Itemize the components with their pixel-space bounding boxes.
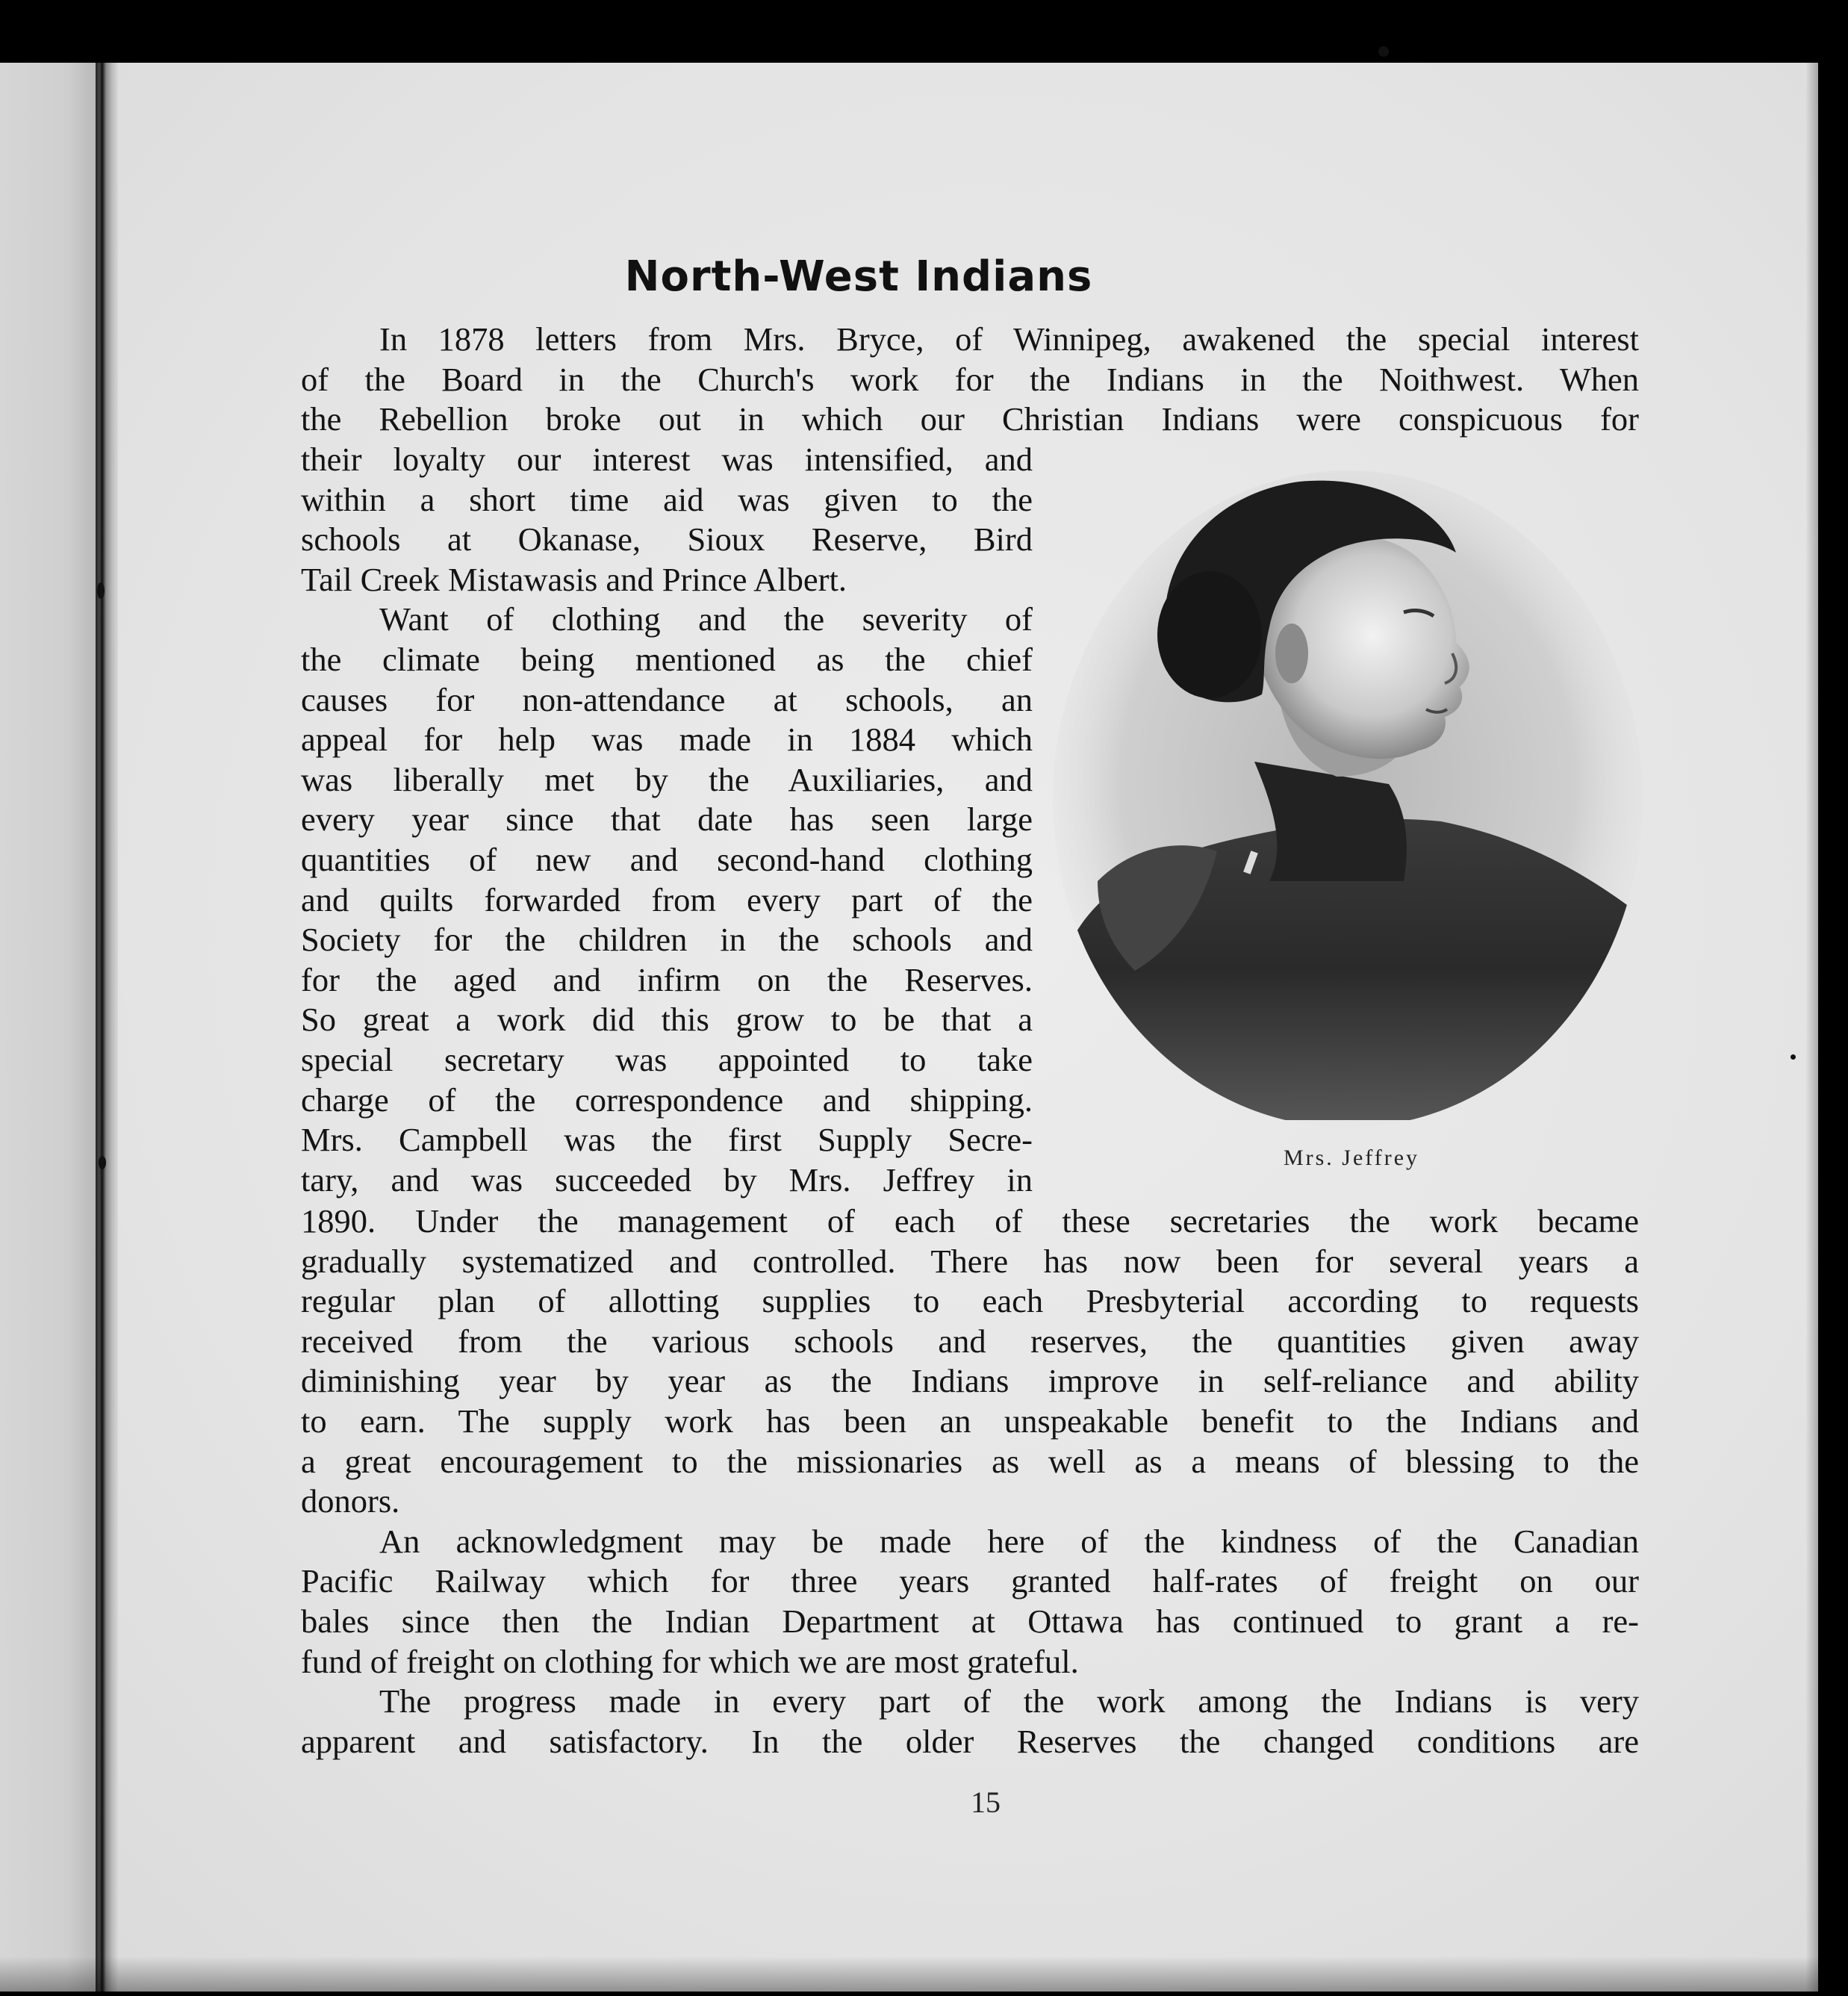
text-line: fund of freight on clothing for which we are most grateful. [301, 1642, 1079, 1680]
text-line: So great a work did this grow to be that a [301, 1001, 1033, 1039]
text-line: of the Board in the Church's work for the Indians in the Noithwest. When [301, 360, 1639, 398]
text-line: schools at Okanase, Sioux Reserve, Bird [301, 520, 1033, 559]
book-spine [96, 63, 118, 1992]
right-page-shadow [1805, 63, 1818, 1992]
text-line: tary, and was succeeded by Mrs. Jeffrey in [301, 1160, 1033, 1198]
text-line: In 1878 letters from Mrs. Bryce, of Winnipeg, awakened the special interest [379, 320, 1639, 358]
side-column-text [301, 440, 1033, 1200]
intro-paragraph [301, 320, 1639, 440]
text-line: the climate being mentioned as the chief [301, 640, 1033, 678]
text-line: charge of the correspondence and shipping. [301, 1081, 1033, 1119]
left-page-edge [0, 63, 96, 1992]
text-line: quantities of new and second-hand clothing [301, 840, 1033, 878]
text-line: diminishing year by year as the Indians improve in self-reliance and ability [301, 1362, 1639, 1400]
text-line: An acknowledgment may be made here of the kindness of the Canadian [379, 1522, 1639, 1560]
page-title: North-West Indians [624, 252, 1093, 301]
text-line: donors. [301, 1482, 400, 1520]
text-line: gradually systematized and controlled. There has now been for several years a [301, 1242, 1639, 1280]
text-line: Mrs. Campbell was the first Supply Secre- [301, 1121, 1033, 1159]
main-paragraphs [301, 1201, 1639, 1762]
text-line: apparent and satisfactory. In the older Reserves the changed conditions are [301, 1722, 1639, 1760]
text-line: appeal for help was made in 1884 which [301, 721, 1033, 759]
text-line: a great encouragement to the missionaries as well as a means of blessing to the [301, 1442, 1639, 1480]
page-number: 15 [971, 1785, 1001, 1819]
text-line: Want of clothing and the severity of [379, 600, 1033, 638]
binding-mark [97, 582, 105, 599]
text-line: Tail Creek Mistawasis and Prince Albert. [301, 560, 847, 598]
text-line: within a short time aid was given to the [301, 480, 1033, 518]
text-line: The progress made in every part of the work among the Indians is very [379, 1682, 1639, 1720]
text-line: the Rebellion broke out in which our Christian Indians were conspicuous for [301, 400, 1639, 438]
text-line: causes for non-attendance at schools, an [301, 680, 1033, 718]
text-line: and quilts forwarded from every part of the [301, 880, 1033, 918]
text-line: Society for the children in the schools and [301, 921, 1033, 959]
text-line: 1890. Under the management of each of these secretaries the work became [301, 1202, 1639, 1240]
dust-speck [1791, 1054, 1796, 1060]
text-line: special secretary was appointed to take [301, 1040, 1033, 1078]
text-line: bales since then the Indian Department at Ottawa has continued to grant a re- [301, 1602, 1639, 1640]
text-line: regular plan of allotting supplies to each Presbyterial according to requests [301, 1282, 1639, 1320]
dust-speck [1378, 46, 1389, 57]
text-line: for the aged and infirm on the Reserves. [301, 960, 1033, 998]
bottom-page-shadow [0, 1956, 1818, 1992]
portrait-caption: Mrs. Jeffrey [1283, 1145, 1420, 1170]
portrait-photo [1053, 463, 1643, 1128]
text-line: their loyalty our interest was intensified, and [301, 441, 1033, 478]
text-line: to earn. The supply work has been an unspeakable benefit to the Indians and [301, 1402, 1639, 1440]
text-line: Pacific Railway which for three years granted half-rates of freight on our [301, 1562, 1639, 1600]
text-line: received from the various schools and reserves, the quantities given away [301, 1322, 1639, 1360]
text-line: every year since that date has seen large [301, 800, 1033, 839]
binding-mark [99, 1156, 106, 1169]
text-line: was liberally met by the Auxiliaries, and [301, 760, 1033, 798]
